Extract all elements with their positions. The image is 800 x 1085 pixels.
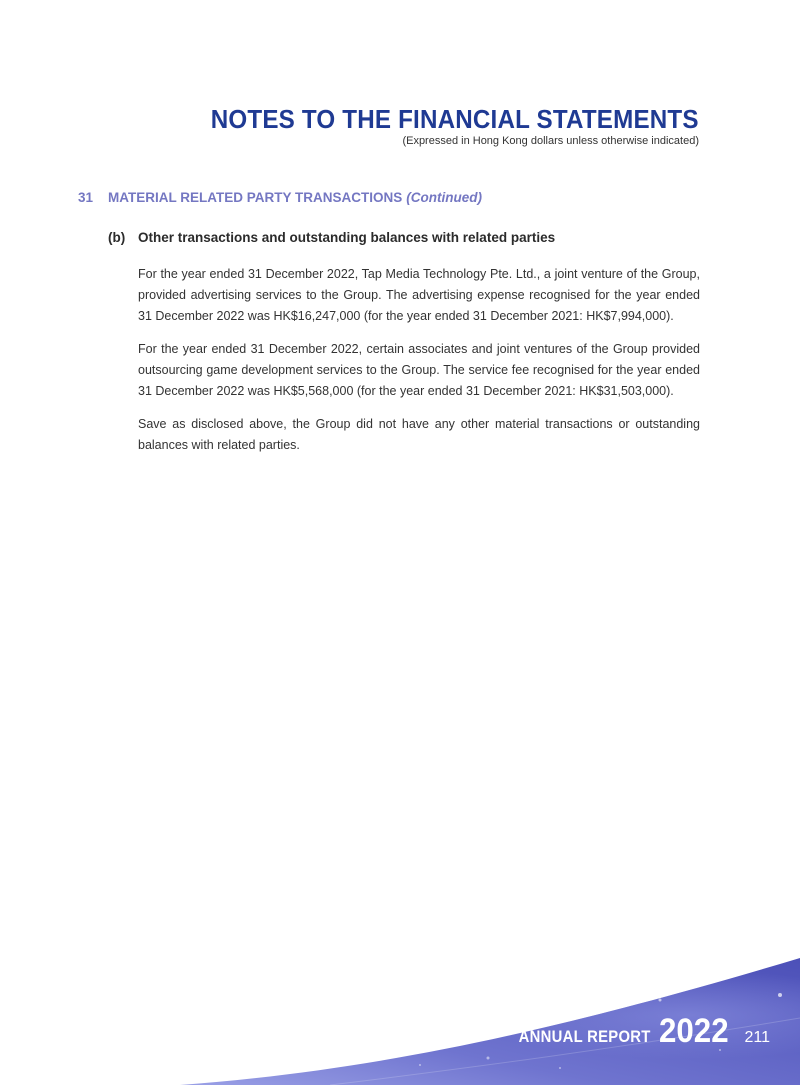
page-number: 211 bbox=[744, 1029, 770, 1046]
page-title: NOTES TO THE FINANCIAL STATEMENTS bbox=[211, 104, 699, 134]
body-paragraph: For the year ended 31 December 2022, Tap Media Technology Pte. Ltd., a joint venture of the Group, provided advertising services to the Group. The advertising expense recognised for the year ended 31 December 2022 was HK$16,247,000 (for the year ended 31 December 2021: HK$7,994,000). bbox=[138, 267, 700, 323]
footer-report-label: ANNUAL REPORT bbox=[518, 1028, 651, 1046]
section-heading bbox=[78, 190, 482, 205]
section-number: 31 bbox=[78, 190, 94, 205]
footer bbox=[504, 1012, 770, 1051]
subsection-heading bbox=[108, 230, 555, 245]
section-title: MATERIAL RELATED PARTY TRANSACTIONS bbox=[108, 190, 403, 205]
body-paragraph: For the year ended 31 December 2022, certain associates and joint ventures of the Group provided outsourcing game development services to the Group. The service fee recognised for the year ended 31 December 2022 was HK$5,568,000 (for the year ended 31 December 2021: HK$31,503,000). bbox=[138, 342, 700, 398]
body-paragraph: Save as disclosed above, the Group did not have any other material transactions or outstanding balances with related parties. bbox=[138, 417, 700, 452]
subsection-label: (b) bbox=[108, 230, 126, 245]
subsection-title: Other transactions and outstanding balances with related parties bbox=[138, 230, 556, 245]
section-continued: (Continued) bbox=[406, 190, 482, 205]
page-subtitle: (Expressed in Hong Kong dollars unless otherwise indicated) bbox=[402, 135, 699, 147]
footer-year: 2022 bbox=[658, 1012, 729, 1050]
